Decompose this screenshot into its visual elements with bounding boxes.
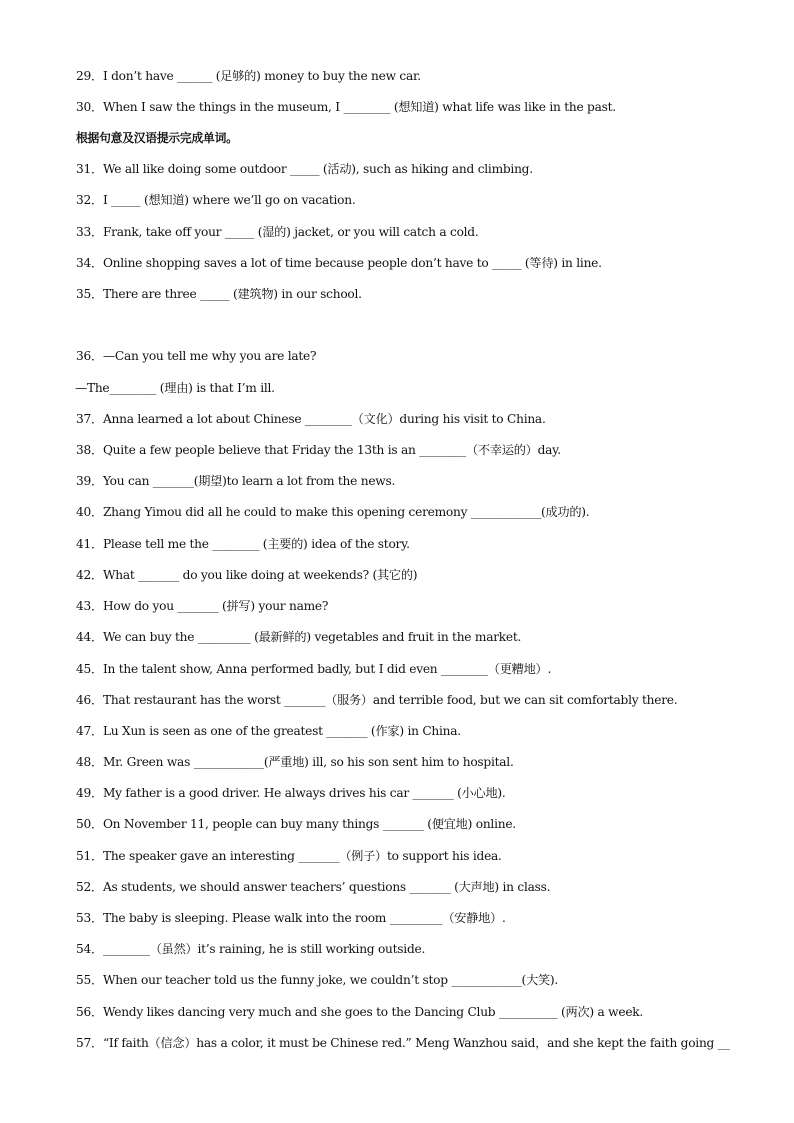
question-47: 47．Lu Xun is seen as one of the greatest _______ (作家) in China. — [76, 724, 461, 738]
question-56: 56．Wendy likes dancing very much and she goes to the Dancing Club __________ (两次) a week. — [76, 1005, 644, 1019]
question-34: 34．Online shopping saves a lot of time because people don’t have to _____ (等待) in line. — [76, 256, 602, 270]
question-50: 50．On November 11, people can buy many things _______ (便宜地) online. — [76, 817, 516, 831]
question-33: 33．Frank, take off your _____ (湿的) jacket, or you will catch a cold. — [76, 225, 479, 239]
question-49: 49．My father is a good driver. He always drives his car _______ (小心地). — [76, 786, 506, 800]
question-42: 42．What _______ do you like doing at weekends? (其它的) — [76, 568, 418, 582]
question-52: 52．As students, we should answer teachers’ questions _______ (大声地) in class. — [76, 880, 551, 894]
question-40: 40．Zhang Yimou did all he could to make this opening ceremony ____________(成功的). — [76, 505, 590, 519]
section-heading: 根据句意及汉语提示完成单词。 — [76, 131, 238, 145]
question-37: 37．Anna learned a lot about Chinese ________（文化）during his visit to China. — [76, 412, 546, 426]
question-44: 44．We can buy the _________ (最新鲜的) vegetables and fruit in the market. — [76, 630, 522, 644]
question-36: 36．—Can you tell me why you are late? — [76, 349, 317, 363]
question-39: 39．You can _______(期望)to learn a lot from the news. — [76, 474, 396, 488]
question-29: 29．I don’t have ______ (足够的) money to buy the new car. — [76, 69, 421, 83]
question-31: 31．We all like doing some outdoor _____ (活动), such as hiking and climbing. — [76, 162, 533, 176]
question-55: 55．When our teacher told us the funny joke, we couldn’t stop ____________(大笑). — [76, 973, 559, 987]
question-36-answer: —The________ (理由) is that I’m ill. — [75, 381, 275, 395]
question-46: 46．That restaurant has the worst _______（服务）and terrible food, but we can sit comfortably there. — [76, 693, 678, 707]
question-32: 32．I _____ (想知道) where we’ll go on vacation. — [76, 193, 356, 207]
question-35: 35．There are three _____ (建筑物) in our school. — [76, 287, 362, 301]
question-48: 48．Mr. Green was ____________(严重地) ill, so his son sent him to hospital. — [76, 755, 514, 769]
question-51: 51．The speaker gave an interesting _______（例子）to support his idea. — [76, 849, 502, 863]
question-41: 41．Please tell me the ________ (主要的) idea of the story. — [76, 537, 410, 551]
question-45: 45．In the talent show, Anna performed badly, but I did even ________（更糟地）. — [76, 662, 552, 676]
question-30: 30．When I saw the things in the museum, I ________ (想知道) what life was like in the past. — [76, 100, 616, 114]
question-57: 57．“If faith（信念）has a color, it must be Chinese red.” Meng Wanzhou said，and she kept the faith going __ — [76, 1036, 730, 1050]
question-53: 53．The baby is sleeping. Please walk into the room _________（安静地）. — [76, 911, 506, 925]
question-54: 54．________（虽然）it’s raining, he is still working outside. — [76, 942, 426, 956]
question-43: 43．How do you _______ (拼写) your name? — [76, 599, 329, 613]
question-38: 38．Quite a few people believe that Friday the 13th is an ________（不幸运的）day. — [76, 443, 561, 457]
